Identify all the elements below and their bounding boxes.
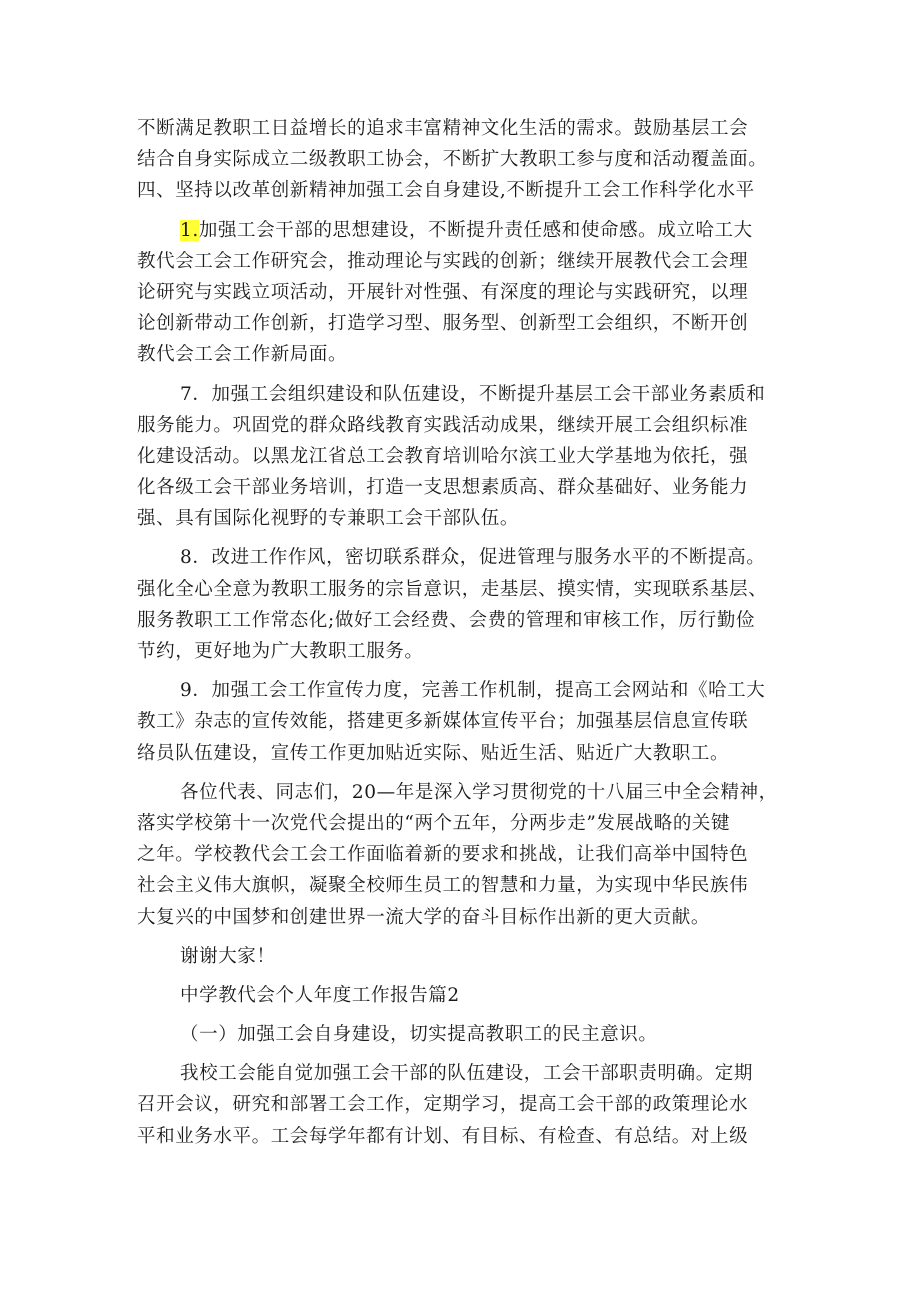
text-line: 之年。学校教代会工会工作面临着新的要求和挑战，让我们高举中国特色 [137,844,749,866]
text-line: 强、具有国际化视野的专兼职工会干部队伍。 [137,508,520,530]
text-line: 结合自身实际成立二级教职工协会，不断扩大教职工参与度和活动覆盖面。 [137,149,768,171]
text-line: 召开会议，研究和部署工会工作，定期学习，提高工会干部的政策理论水 [137,1094,749,1116]
text-line: 中学教代会个人年度工作报告篇2 [180,984,460,1006]
text-line: 社会主义伟大旗帜，凝聚全校师生员工的智慧和力量，为实现中华民族伟 [137,875,749,897]
text-line: 谢谢大家！ [180,945,276,967]
paragraph-thanks [137,941,797,972]
paragraph-item-8 [137,542,797,667]
highlighted-number: 1. [180,219,199,241]
text-line: 络员队伍建设，宣传工作更加贴近实际、贴近生活、贴近广大教职工。 [137,742,730,764]
text-line: 服务能力。巩固党的群众路线教育实践活动成果，继续开展工会组织标准 [137,414,749,436]
text-line: 8．改进工作作风，密切联系群众，促进管理与服务水平的不断提高。 [180,547,766,569]
text-line: 不断满足教职工日益增长的追求丰富精神文化生活的需求。鼓励基层工会 [137,118,749,139]
text-line: 大复兴的中国梦和创建世界一流大学的奋斗目标作出新的更大贡献。 [137,906,711,928]
text-line: 教代会工会工作研究会，推动理论与实践的创新；继续开展教代会工会理 [137,250,749,272]
text-line [137,215,797,246]
text-line: 论创新带动工作创新，打造学习型、服务型、创新型工会组织，不断开创 [137,313,749,335]
text-line: 节约，更好地为广大教职工服务。 [137,641,424,662]
section-heading-1 [137,1019,797,1050]
section-heading-4 [137,175,797,206]
paragraph-item-9 [137,675,797,769]
text-line: 7．加强工会组织建设和队伍建设，不断提升基层工会干部业务素质和 [180,383,766,405]
text-line: 化建设活动。以黑龙江省总工会教育培训哈尔滨工业大学基地为依托，强 [137,445,749,467]
text-line: 论研究与实践立项活动，开展针对性强、有深度的理论与实践研究，以理 [137,281,749,303]
paragraph-body-2 [137,1058,797,1152]
text-line: 各位代表、同志们，20—年是深入学习贯彻党的十八届三中全会精神， [180,781,778,803]
text-line: 强化全心全意为教职工服务的宗旨意识，走基层、摸实情，实现联系基层、 [137,578,768,600]
text-line: 教工》杂志的宣传效能，搭建更多新媒体宣传平台；加强基层信息宣传联 [137,711,749,733]
paragraph-continuation [137,113,797,175]
text-line: 教代会工会工作新局面。 [137,344,348,366]
paragraph-closing [137,777,797,933]
text-line-rest: 加强工会干部的思想建设，不断提升责任感和使命感。成立哈工大 [198,219,753,241]
report-title-2 [137,980,797,1011]
heading-line: 四、坚持以改革创新精神加强工会自身建设,不断提升工会工作科学化水平 [137,180,755,202]
text-line: 化各级工会干部业务培训，打造一支思想素质高、群众基础好、业务能力 [137,477,749,499]
text-line: 我校工会能自觉加强工会干部的队伍建设，工会干部职责明确。定期 [180,1063,754,1085]
text-line: 服务教职工工作常态化;做好工会经费、会费的管理和审核工作，厉行勤俭 [137,609,756,631]
text-line: 落实学校第十一次党代会提出的“两个五年，分两步走”发展战略的关键 [137,812,731,834]
document-body [137,113,797,1152]
text-line: 平和业务水平。工会每学年都有计划、有目标、有检查、有总结。对上级 [137,1125,749,1147]
paragraph-item-7 [137,379,797,535]
text-line: （一）加强工会自身建设，切实提高教职工的民主意识。 [180,1024,658,1046]
paragraph-item-1 [137,215,797,371]
text-line: 9．加强工会工作宣传力度，完善工作机制，提高工会网站和《哈工大 [180,680,766,702]
